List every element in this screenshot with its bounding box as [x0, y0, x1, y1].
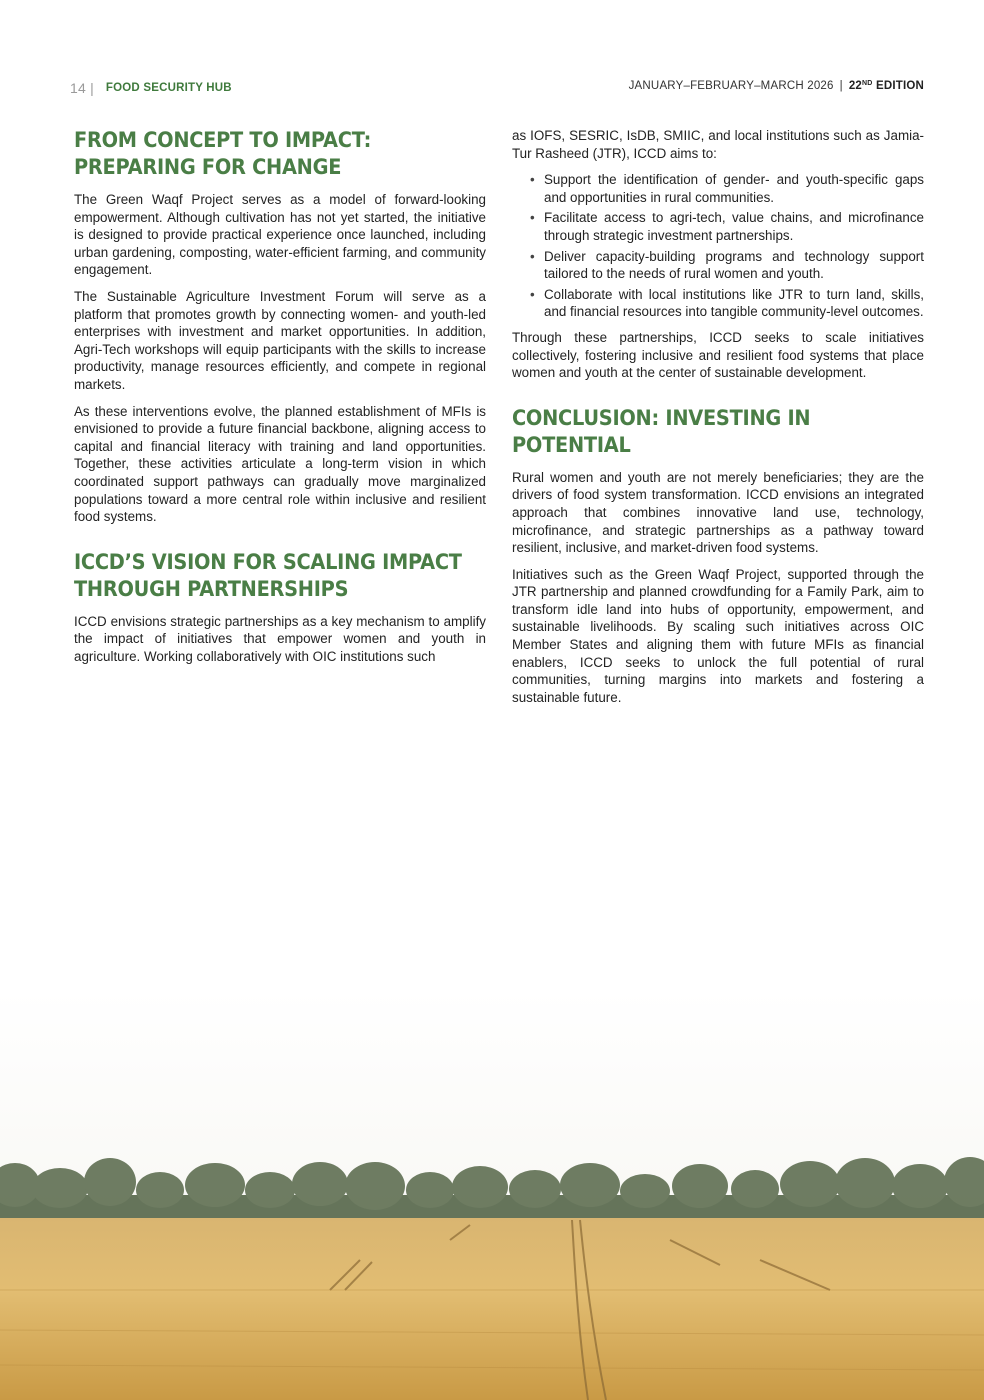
list-item: • Collaborate with local institutions like JTR to turn land, skills, and financial resources into tangible community-level outcomes. — [544, 286, 924, 321]
paragraph: The Green Waqf Project serves as a model of forward-looking empowerment. Although cultivation has not yet started, the initiative is designed to provide practical experience once launched, including urban gardening, composting, water-efficient farming, and community engagement. — [74, 192, 486, 278]
header-separator: | — [839, 80, 843, 92]
wheat-field — [0, 1218, 984, 1400]
list-item: • Facilitate access to agri-tech, value chains, and microfinance through strategic investment partnerships. — [544, 209, 924, 244]
page-number: 14 | — [70, 80, 94, 96]
paragraph: Initiatives such as the Green Waqf Project, supported through the JTR partnership and planned crowdfunding for a Family Park, aim to transform idle land into hubs of opportunity, empowerment, and sustainable livelihoods. By scaling such initiatives across OIC Member States and aligning them with future MFIs as financial enablers, ICCD seeks to unlock the full potential of rural communities, turning margins into markets and fostering a sustainable future. — [512, 566, 924, 705]
wheat-field-illustration — [0, 990, 984, 1400]
paragraph: ICCD envisions strategic partnerships as a key mechanism to amplify the impact of initiatives that empower women and youth in agriculture. Working collaboratively with OIC institutions such — [74, 613, 486, 664]
section-heading-vision: ICCD’S VISION FOR SCALING IMPACT THROUGH PARTNERSHIPS — [74, 549, 462, 602]
left-column — [74, 127, 486, 674]
paragraph: The Sustainable Agriculture Investment Forum will serve as a platform that promotes growth by connecting women- and youth-led enterprises with investment and market opportunities. In addition, Agri-Tech workshops will equip participants with the skills to increase productivity, manage resources efficiently, and compete in regional markets. — [74, 288, 486, 392]
paragraph: Through these partnerships, ICCD seeks to scale initiatives collectively, fostering inclusive and resilient food systems that place women and youth at the center of sustainable development. — [512, 329, 924, 381]
section-heading-concept: FROM CONCEPT TO IMPACT: PREPARING FOR CHANGE — [74, 128, 372, 180]
issue-date: JANUARY–FEBRUARY–MARCH 2026 — [628, 80, 834, 92]
paragraph: Rural women and youth are not merely beneficiaries; they are the drivers of food system transformation. ICCD envisions an integrated approach that combines innovative land use, technology, microfinance, and strategic partnerships as a pathway toward resilient, inclusive, and market-driven food systems. — [512, 469, 924, 556]
paragraph: as IOFS, SESRIC, IsDB, SMIIC, and local institutions such as Jamia-Tur Rasheed (JTR), ICCD aims to: — [512, 128, 924, 161]
list-item: • Deliver capacity-building programs and technology support tailored to the needs of rural women and youth. — [544, 248, 924, 283]
header-right — [629, 80, 924, 92]
header-left — [70, 80, 232, 96]
section-heading-conclusion: CONCLUSION: INVESTING IN POTENTIAL — [512, 405, 811, 458]
publication-name: FOOD SECURITY HUB — [105, 82, 232, 94]
right-column — [512, 127, 924, 715]
aims-list — [512, 171, 924, 321]
wheat-field-image — [0, 990, 984, 1400]
page-header — [70, 80, 924, 98]
paragraph: As these interventions evolve, the planned establishment of MFIs is envisioned to provide a future financial backbone, aligning access to capital and financial literacy with training and land opportunities. Together, these activities articulate a long-term vision in which coordinated support pathways can gradually move marginalized populations toward a more central role within inclusive and resilient food systems. — [74, 403, 486, 525]
list-item: • Support the identification of gender- and youth-specific gaps and opportunities in rural communities. — [544, 171, 924, 206]
edition: 22ND EDITION — [848, 80, 924, 92]
